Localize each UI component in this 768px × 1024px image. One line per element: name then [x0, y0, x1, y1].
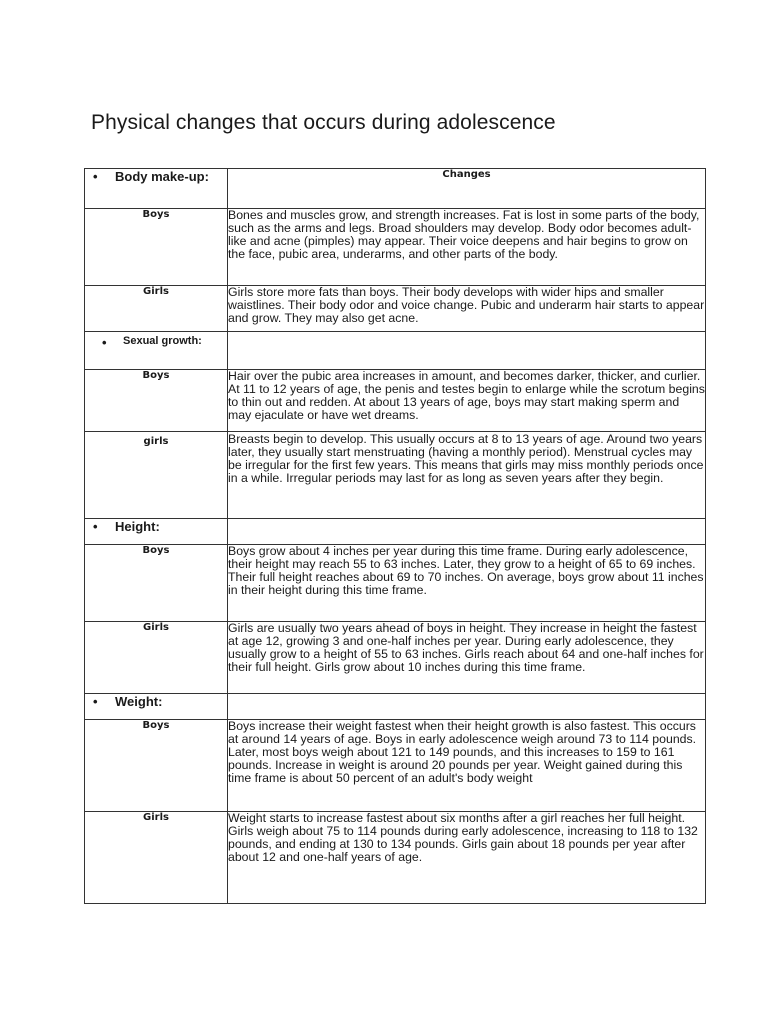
bullet-icon: • [93, 169, 98, 184]
category-label: Height: [115, 519, 160, 534]
table-header-row [85, 169, 706, 209]
row-label: Boys [85, 370, 228, 432]
row-label: Boys [85, 545, 228, 622]
empty-cell [228, 332, 706, 370]
table-row [85, 209, 706, 286]
row-text: Boys grow about 4 inches per year during this time frame. During early adolescence, their height may reach 55 to 63 inches. Later, they grow to a height of 65 to 69 inches. Their full height reaches about 69 to 70 inches. On average, boys grow about 11 inches in their height during this time frame. [228, 545, 706, 622]
empty-cell [228, 519, 706, 545]
row-label: Girls [85, 286, 228, 332]
table-row [85, 622, 706, 694]
category-cell-height [85, 519, 228, 545]
row-label: girls [85, 432, 228, 519]
table-row [85, 432, 706, 519]
category-cell-sexual-growth [85, 332, 228, 370]
row-text: Girls store more fats than boys. Their body develops with wider hips and smaller waistlines. Their body odor and voice change. Pubic and underarm hair starts to appear and grow. They may also get acne. [228, 286, 706, 332]
row-label: Girls [85, 622, 228, 694]
category-cell-weight [85, 694, 228, 720]
table-row [85, 720, 706, 812]
row-text: Hair over the pubic area increases in amount, and becomes darker, thicker, and curlier. At 11 to 12 years of age, the penis and testes begin to enlarge while the scrotum begins to thin out and redden. At about 13 years of age, boys may start making sperm and may ejaculate or have wet dreams. [228, 370, 706, 432]
category-row [85, 519, 706, 545]
table-row [85, 370, 706, 432]
category-label: Weight: [115, 694, 163, 709]
row-text: Weight starts to increase fastest about six months after a girl reaches her full height. Girls weigh about 75 to 114 pounds during early adolescence, increasing to 118 to 132 pounds, and ending at 130 to 134 pounds. Girls gain about 18 pounds per year after about 12 and one-half years of age. [228, 812, 706, 904]
row-label: Boys [85, 209, 228, 286]
row-text: Breasts begin to develop. This usually occurs at 8 to 13 years of age. Around two years later, they usually start menstruating (having a monthly period). Menstrual cycles may be irregular for the first few years. This means that girls may miss monthly periods once in a while. Irregular periods may last for as long as seven years after they begin. [228, 432, 706, 519]
category-label: Body make-up: [115, 169, 209, 184]
bullet-icon: • [93, 694, 98, 709]
column-header-changes: Changes [228, 169, 706, 209]
category-row [85, 694, 706, 720]
category-label: Sexual growth: [123, 335, 202, 347]
row-text: Bones and muscles grow, and strength increases. Fat is lost in some parts of the body, such as the arms and legs. Broad shoulders may develop. Body odor becomes adult-like and acne (pimples) may appear. Their voice deepens and hair begins to grow on the face, pubic area, underarms, and other parts of the body. [228, 209, 706, 286]
row-label: Girls [85, 812, 228, 904]
table-row [85, 812, 706, 904]
row-label: Boys [85, 720, 228, 812]
category-cell-body-make-up [85, 169, 228, 209]
bullet-icon: • [102, 335, 107, 350]
row-text: Girls are usually two years ahead of boys in height. They increase in height the fastest at age 12, growing 3 and one-half inches per year. During early adolescence, they usually grow to a height of 55 to 63 inches. Girls reach about 64 and one-half inches for their full height. Girls grow about 10 inches during this time frame. [228, 622, 706, 694]
table-row [85, 286, 706, 332]
changes-table [84, 168, 706, 904]
table-row [85, 545, 706, 622]
page-title: Physical changes that occurs during adolescence [91, 111, 556, 134]
category-row [85, 332, 706, 370]
empty-cell [228, 694, 706, 720]
row-text: Boys increase their weight fastest when their height growth is also fastest. This occurs at around 14 years of age. Boys in early adolescence weigh around 73 to 114 pounds. Later, most boys weigh about 121 to 149 pounds, and this increases to 159 to 161 pounds. Increase in weight is around 20 pounds per year. Weight gained during this time frame is about 50 percent of an adult's body weight [228, 720, 706, 812]
bullet-icon: • [93, 519, 98, 534]
